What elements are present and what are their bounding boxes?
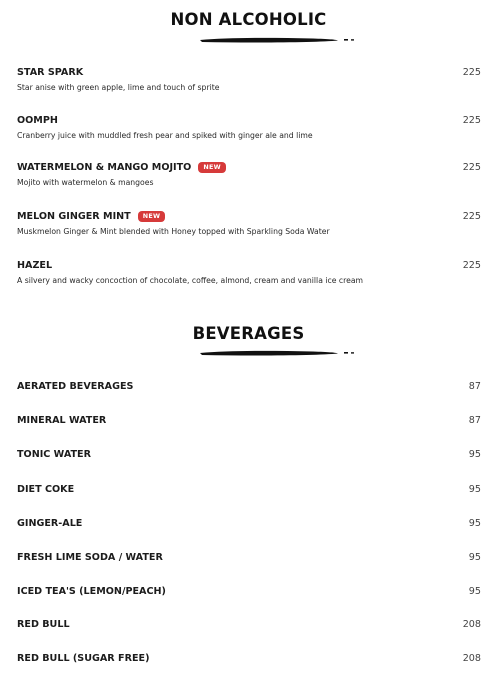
menu-item: [17, 415, 481, 426]
item-price: 87: [468, 381, 481, 392]
item-price: 95: [468, 518, 481, 529]
item-description: Cranberry juice with muddled fresh pear and spiked with ginger ale and lime: [17, 131, 313, 140]
menu-item: [17, 211, 481, 236]
brush-stroke-divider: [198, 36, 358, 44]
item-name: MINERAL WATER: [17, 415, 107, 426]
item-price: 95: [468, 586, 481, 597]
item-price: 208: [462, 653, 481, 664]
item-name: WATERMELON & MANGO MOJITO: [17, 162, 192, 173]
item-name: FRESH LIME SODA / WATER: [17, 552, 163, 563]
menu-item: [17, 653, 481, 664]
item-price: 87: [468, 415, 481, 426]
item-name: AERATED BEVERAGES: [17, 381, 134, 392]
item-price: 95: [468, 449, 481, 460]
item-price: 225: [462, 260, 481, 271]
menu-item: [17, 449, 481, 460]
section-title-beverages: BEVERAGES: [192, 324, 305, 343]
item-name: ICED TEA'S (LEMON/PEACH): [17, 586, 166, 597]
item-name: MELON GINGER MINT: [17, 211, 131, 222]
item-description: Muskmelon Ginger & Mint blended with Honey topped with Sparkling Soda Water: [17, 227, 330, 236]
item-description: Star anise with green apple, lime and touch of sprite: [17, 83, 220, 92]
menu-item: [17, 115, 481, 140]
menu-item: [17, 586, 481, 597]
item-name: OOMPH: [17, 115, 58, 126]
new-badge: NEW: [198, 162, 226, 173]
item-name: GINGER-ALE: [17, 518, 83, 529]
menu-item: [17, 260, 481, 285]
item-name-with-badge: [17, 162, 226, 173]
item-price: 225: [462, 67, 481, 78]
new-badge: NEW: [138, 211, 166, 222]
item-price: 225: [462, 162, 481, 173]
item-description: Mojito with watermelon & mangoes: [17, 178, 154, 187]
item-price: 225: [462, 115, 481, 126]
item-name: HAZEL: [17, 260, 53, 271]
item-price: 208: [462, 619, 481, 630]
section-title-non-alcoholic: NON ALCOHOLIC: [170, 10, 327, 29]
item-name: TONIC WATER: [17, 449, 91, 460]
item-name: RED BULL (SUGAR FREE): [17, 653, 150, 664]
item-name: DIET COKE: [17, 484, 75, 495]
item-price: 225: [462, 211, 481, 222]
menu-item: [17, 484, 481, 495]
menu-item: [17, 552, 481, 563]
menu-item: [17, 381, 481, 392]
item-name-with-badge: [17, 211, 165, 222]
menu-item: [17, 162, 481, 187]
item-name: RED BULL: [17, 619, 70, 630]
item-price: 95: [468, 484, 481, 495]
brush-stroke-divider: [198, 349, 358, 357]
menu-item: [17, 67, 481, 92]
item-price: 95: [468, 552, 481, 563]
menu-item: [17, 518, 481, 529]
item-name: STAR SPARK: [17, 67, 84, 78]
menu-item: [17, 619, 481, 630]
item-description: A silvery and wacky concoction of chocolate, coffee, almond, cream and vanilla ice cream: [17, 276, 364, 285]
